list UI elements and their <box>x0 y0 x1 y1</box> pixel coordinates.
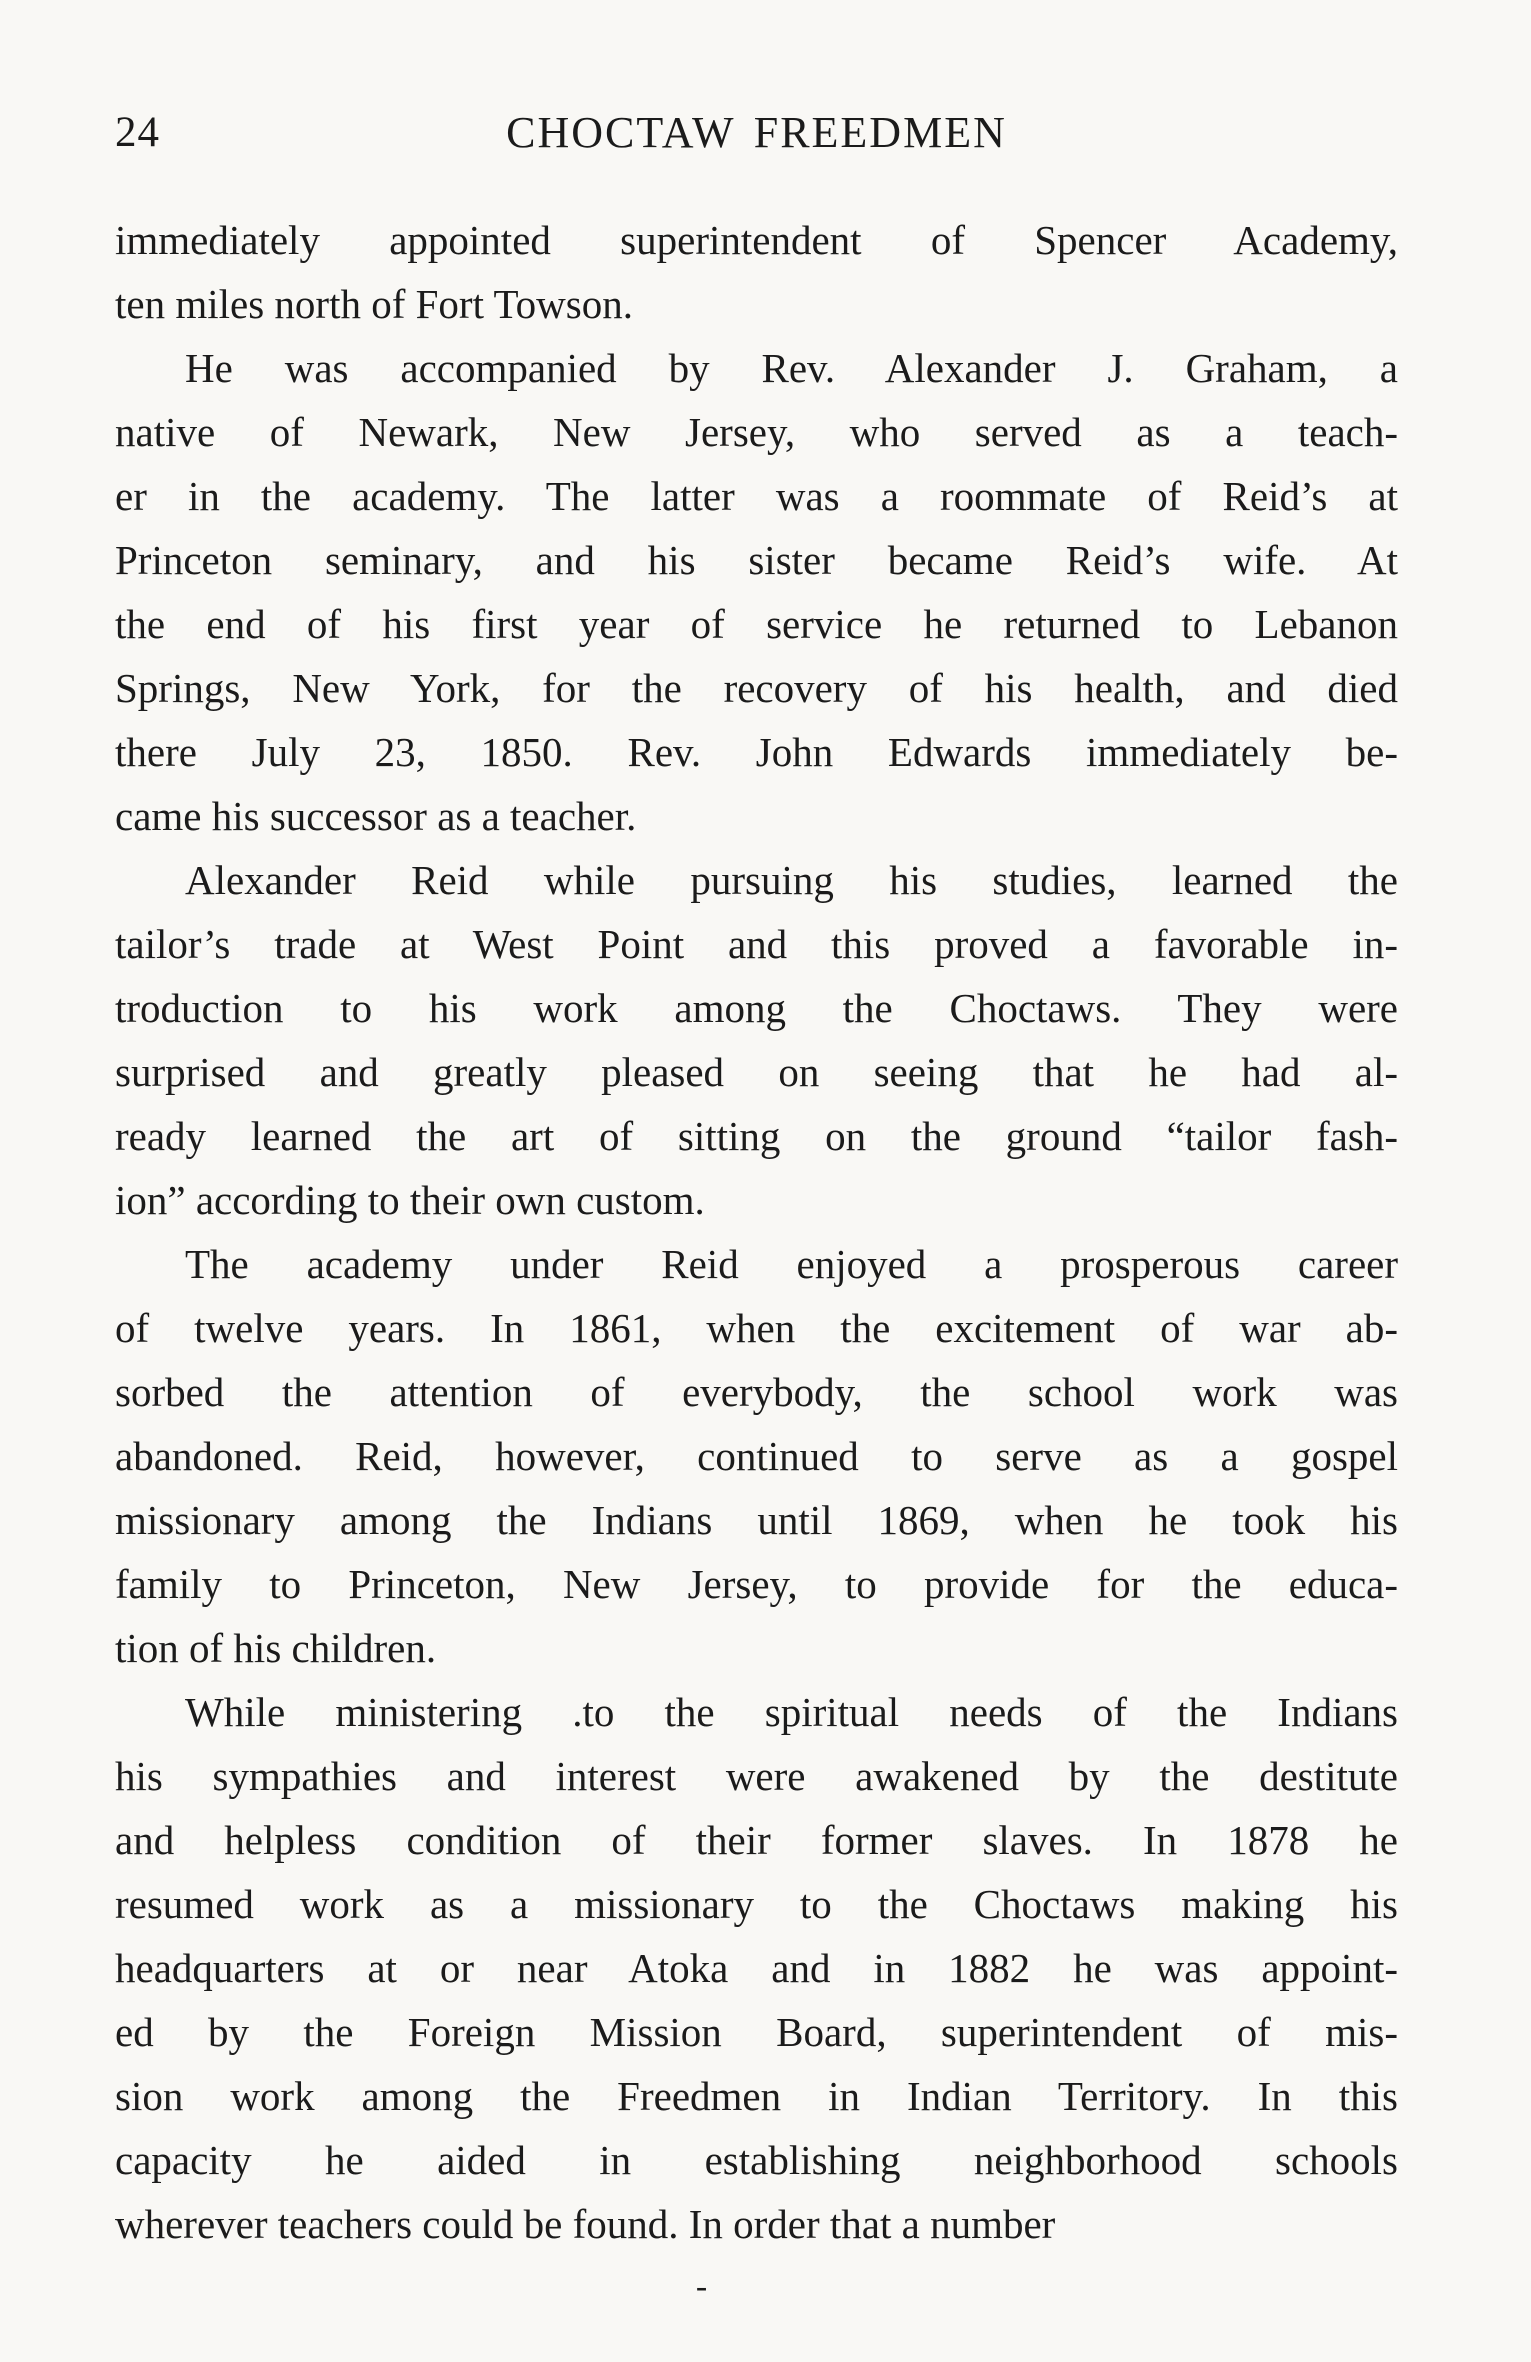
text-line: family to Princeton, New Jersey, to provide for the educa- <box>115 1561 1398 1607</box>
paragraph <box>115 1232 1398 1680</box>
text-line: immediately appointed superintendent of Spencer Academy, <box>115 217 1398 263</box>
text-line: the end of his first year of service he returned to Lebanon <box>115 601 1398 647</box>
text-line: native of Newark, New Jersey, who served as a teach- <box>115 409 1398 455</box>
paragraph <box>115 1680 1398 2256</box>
text-line: Springs, New York, for the recovery of his health, and died <box>115 665 1398 711</box>
text-line: of twelve years. In 1861, when the excitement of war ab- <box>115 1305 1398 1351</box>
text-line: and helpless condition of their former slaves. In 1878 he <box>115 1817 1398 1863</box>
text-line: resumed work as a missionary to the Choctaws making his <box>115 1881 1398 1927</box>
text-line: ed by the Foreign Mission Board, superintendent of mis- <box>115 2009 1398 2055</box>
text-line: Alexander Reid while pursuing his studies, learned the <box>185 857 1398 903</box>
text-line: sion work among the Freedmen in Indian Territory. In this <box>115 2073 1398 2119</box>
text-line: ion” according to their own custom. <box>115 1177 705 1223</box>
paragraph <box>115 336 1398 848</box>
page-header <box>115 105 1398 160</box>
paragraph <box>115 848 1398 1232</box>
text-line: his sympathies and interest were awakened by the destitute <box>115 1753 1398 1799</box>
text-line: capacity he aided in establishing neighborhood schools <box>115 2137 1398 2183</box>
text-line: troduction to his work among the Choctaws. They were <box>115 985 1398 1031</box>
text-line: wherever teachers could be found. In order that a number <box>115 2201 1056 2247</box>
page-body <box>115 208 1398 2256</box>
signature-mark: - <box>695 2268 708 2305</box>
text-line: ten miles north of Fort Towson. <box>115 281 633 327</box>
text-line: Princeton seminary, and his sister became Reid’s wife. At <box>115 537 1398 583</box>
page-title: CHOCTAW FREEDMEN <box>506 108 1007 157</box>
text-line: tailor’s trade at West Point and this proved a favorable in- <box>115 921 1398 967</box>
text-line: surprised and greatly pleased on seeing that he had al- <box>115 1049 1398 1095</box>
text-line: headquarters at or near Atoka and in 1882 he was appoint- <box>115 1945 1398 1991</box>
text-line: came his successor as a teacher. <box>115 793 637 839</box>
page-number: 24 <box>115 109 160 156</box>
text-line: ready learned the art of sitting on the ground “tailor fash- <box>115 1113 1398 1159</box>
text-line: The academy under Reid enjoyed a prosperous career <box>185 1241 1398 1287</box>
text-line: tion of his children. <box>115 1625 437 1671</box>
text-line: there July 23, 1850. Rev. John Edwards immediately be- <box>115 729 1398 775</box>
text-line: While ministering .to the spiritual needs of the Indians <box>185 1689 1398 1735</box>
text-line: He was accompanied by Rev. Alexander J. Graham, a <box>185 345 1398 391</box>
text-line: missionary among the Indians until 1869, when he took his <box>115 1497 1398 1543</box>
paragraph <box>115 208 1398 336</box>
text-line: er in the academy. The latter was a roommate of Reid’s at <box>115 473 1398 519</box>
text-line: sorbed the attention of everybody, the school work was <box>115 1369 1398 1415</box>
text-line: abandoned. Reid, however, continued to serve as a gospel <box>115 1433 1398 1479</box>
